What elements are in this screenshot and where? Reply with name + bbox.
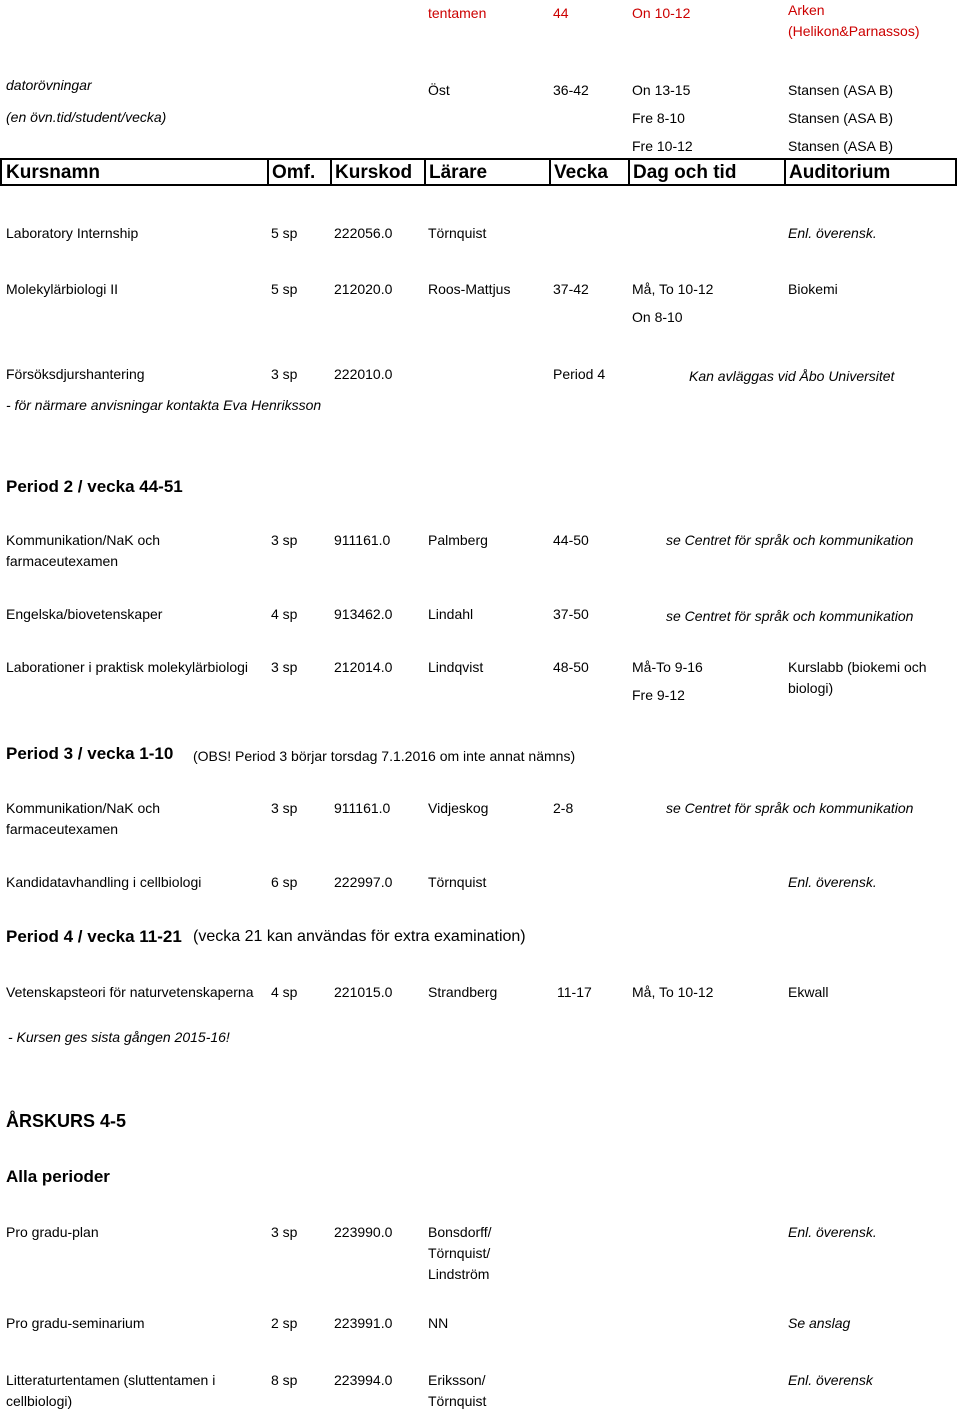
course-room-cont: biologi) [788, 680, 834, 696]
header-divider [628, 158, 630, 186]
course-name: Kandidatavhandling i cellbiologi [6, 874, 202, 890]
course-code: 911161.0 [334, 800, 391, 816]
course-name: Vetenskapsteori för naturvetenskaperna [6, 984, 254, 1000]
course-code: 911161.0 [334, 532, 391, 548]
course-teacher: Törnquist [428, 874, 487, 890]
period-title: Period 4 / vecka 11-21 [6, 927, 182, 946]
course-name-cont: cellbiologi) [6, 1393, 73, 1409]
course-teacher: Strandberg [428, 984, 498, 1000]
period-title: Period 3 / vecka 1-10 [6, 744, 174, 763]
header-divider [424, 158, 426, 186]
course-name: Molekylärbiologi II [6, 281, 119, 297]
exercises-time: On 13-15 [632, 82, 691, 98]
course-time: Må, To 10-12 [632, 984, 714, 1000]
last-time-note: - Kursen ges sista gången 2015-16! [8, 1029, 230, 1045]
course-time: On 8-10 [632, 309, 683, 325]
course-teacher: Lindahl [428, 606, 474, 622]
course-teacher: Vidjeskog [428, 800, 489, 816]
course-note: se Centret för språk och kommunikation [666, 608, 914, 624]
course-room: Se anslag [788, 1315, 851, 1331]
course-name-cont: farmaceutexamen [6, 821, 119, 837]
exercises-teacher: Öst [428, 82, 450, 98]
exercises-sublabel: (en övn.tid/student/vecka) [6, 109, 167, 125]
course-time: Må, To 10-12 [632, 281, 714, 297]
header-course: Kursnamn [6, 162, 100, 183]
exercises-label: datorövningar [6, 77, 92, 93]
header-week: Vecka [554, 162, 608, 183]
course-note: se Centret för språk och kommunikation [666, 800, 914, 816]
course-teacher: Bonsdorff/ [428, 1224, 492, 1240]
section-title: ÅRSKURS 4-5 [6, 1111, 127, 1131]
exam-time: On 10-12 [632, 5, 691, 21]
course-teacher: NN [428, 1315, 449, 1331]
course-teacher-cont: Törnquist/ [428, 1245, 491, 1261]
course-code: 223991.0 [334, 1315, 393, 1331]
course-week: 2-8 [553, 800, 574, 816]
header-time: Dag och tid [633, 162, 737, 183]
exam-week: 44 [553, 5, 569, 21]
course-week: Period 4 [553, 366, 606, 382]
header-code: Kurskod [335, 162, 413, 183]
course-week: 48-50 [553, 659, 589, 675]
course-teacher: Palmberg [428, 532, 488, 548]
course-credits: 6 sp [271, 874, 298, 890]
course-room: Enl. överensk. [788, 1224, 877, 1240]
course-teacher: Lindqvist [428, 659, 484, 675]
course-credits: 3 sp [271, 800, 298, 816]
course-credits: 4 sp [271, 984, 298, 1000]
course-teacher-cont: Lindström [428, 1266, 490, 1282]
course-code: 212020.0 [334, 281, 393, 297]
exam-room-line2: (Helikon&Parnassos) [788, 23, 920, 39]
header-teacher: Lärare [429, 162, 488, 183]
course-room: Enl. överensk [788, 1372, 873, 1388]
course-credits: 5 sp [271, 225, 298, 241]
header-divider [549, 158, 551, 186]
course-name-cont: farmaceutexamen [6, 553, 119, 569]
course-credits: 2 sp [271, 1315, 298, 1331]
course-credits: 3 sp [271, 659, 298, 675]
course-teacher-cont: Törnquist [428, 1393, 487, 1409]
exam-room-line1: Arken [788, 2, 825, 18]
course-credits: 4 sp [271, 606, 298, 622]
course-name: Litteraturtentamen (sluttentamen i [6, 1372, 216, 1388]
exercises-weeks: 36-42 [553, 82, 589, 98]
course-name: Försöksdjurshantering [6, 366, 145, 382]
exercises-time: Fre 10-12 [632, 138, 693, 154]
course-code: 212014.0 [334, 659, 393, 675]
course-name: Engelska/biovetenskaper [6, 606, 163, 622]
course-credits: 3 sp [271, 366, 298, 382]
course-teacher: Eriksson/ [428, 1372, 486, 1388]
course-name: Pro gradu-seminarium [6, 1315, 145, 1331]
contact-note: - för närmare anvisningar kontakta Eva Henriksson [6, 397, 322, 413]
header-room: Auditorium [789, 162, 891, 183]
course-name: Kommunikation/NaK och [6, 800, 161, 816]
period-title: Period 2 / vecka 44-51 [6, 477, 183, 496]
course-week: 11-17 [557, 984, 592, 1000]
exercises-room: Stansen (ASA B) [788, 82, 894, 98]
course-room: Ekwall [788, 984, 829, 1000]
header-credits: Omf. [272, 162, 316, 183]
course-room: Enl. överensk. [788, 225, 877, 241]
course-name: Laboratory Internship [6, 225, 139, 241]
course-code: 222010.0 [334, 366, 393, 382]
course-credits: 8 sp [271, 1372, 298, 1388]
course-code: 223994.0 [334, 1372, 393, 1388]
course-name: Laborationer i praktisk molekylärbiologi [6, 659, 249, 675]
course-credits: 3 sp [271, 1224, 298, 1240]
header-divider [267, 158, 269, 186]
course-note: se Centret för språk och kommunikation [666, 532, 914, 548]
course-week: 44-50 [553, 532, 589, 548]
course-teacher: Törnquist [428, 225, 487, 241]
exercises-room: Stansen (ASA B) [788, 138, 894, 154]
course-teacher: Roos-Mattjus [428, 281, 511, 297]
course-week: 37-42 [553, 281, 589, 297]
course-code: 222056.0 [334, 225, 393, 241]
course-time: Må-To 9-16 [632, 659, 703, 675]
course-room: Biokemi [788, 281, 838, 297]
course-room: Enl. överensk. [788, 874, 877, 890]
header-divider [330, 158, 332, 186]
exercises-room: Stansen (ASA B) [788, 110, 894, 126]
course-credits: 5 sp [271, 281, 298, 297]
course-code: 222997.0 [334, 874, 393, 890]
exam-label: tentamen [428, 5, 487, 21]
course-code: 223990.0 [334, 1224, 393, 1240]
course-code: 913462.0 [334, 606, 393, 622]
course-week: 37-50 [553, 606, 589, 622]
course-room: Kurslabb (biokemi och [788, 659, 927, 675]
course-code: 221015.0 [334, 984, 393, 1000]
period-note: (OBS! Period 3 börjar torsdag 7.1.2016 om inte annat nämns) [193, 748, 576, 764]
course-name: Kommunikation/NaK och [6, 532, 161, 548]
course-time: Fre 9-12 [632, 687, 685, 703]
header-divider [784, 158, 786, 186]
course-name: Pro gradu-plan [6, 1224, 99, 1240]
period-note: (vecka 21 kan användas för extra examination) [193, 928, 526, 945]
course-credits: 3 sp [271, 532, 298, 548]
course-note: Kan avläggas vid Åbo Universitet [689, 368, 895, 384]
section-subtitle: Alla perioder [6, 1167, 110, 1186]
exercises-time: Fre 8-10 [632, 110, 685, 126]
